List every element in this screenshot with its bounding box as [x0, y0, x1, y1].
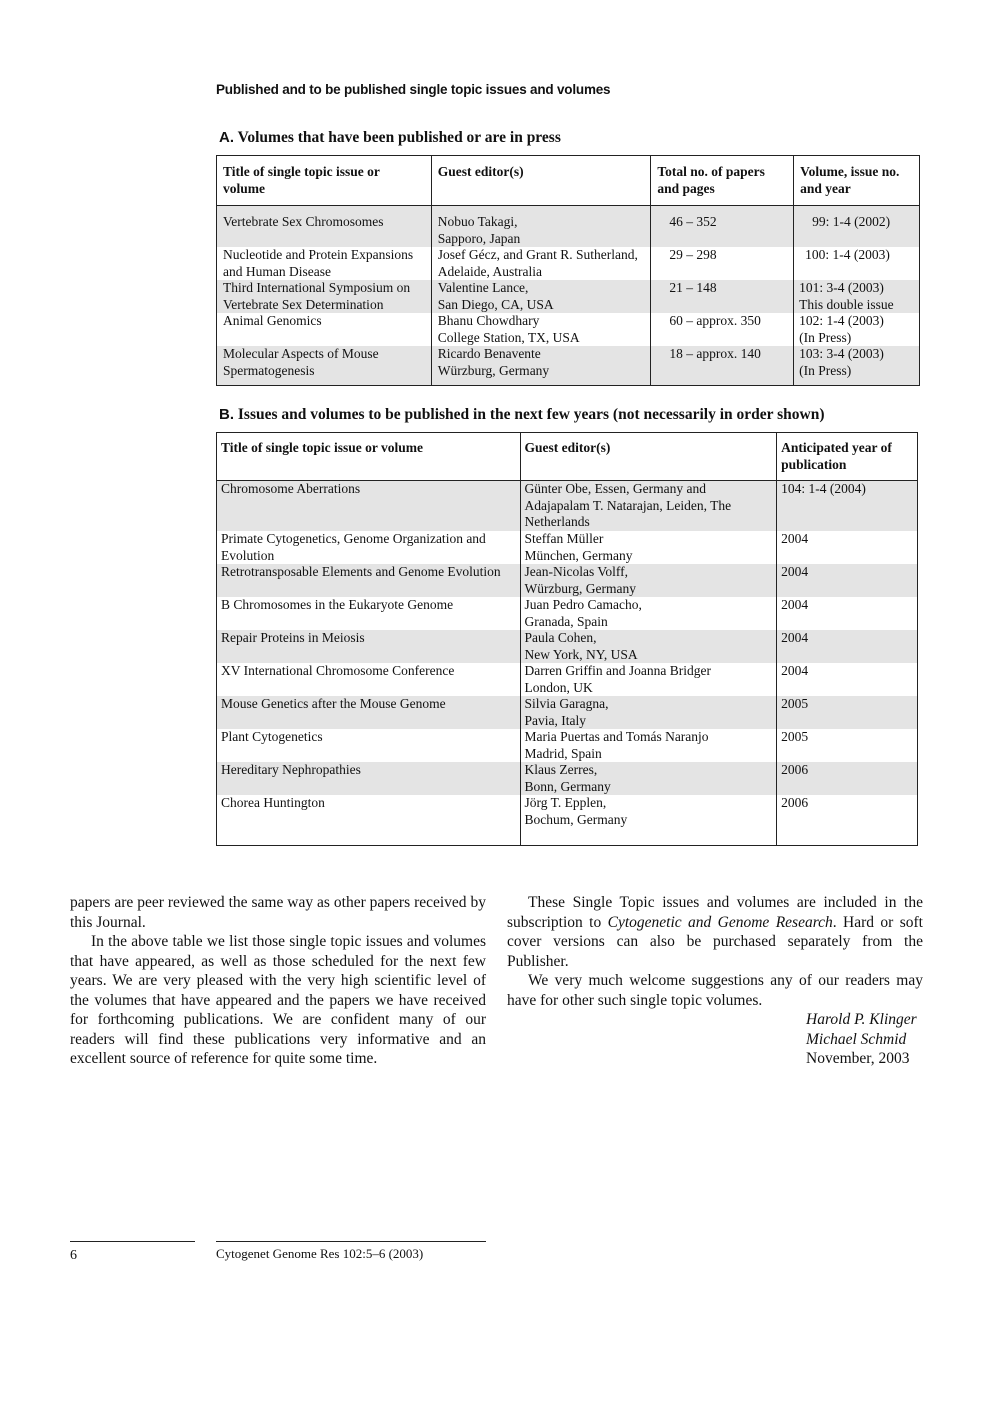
table-b-cell-editor: Darren Griffin and Joanna Bridger London, UK	[520, 663, 777, 696]
table-b-cell-year: 2004	[777, 531, 918, 564]
table-a-published-volumes	[216, 155, 920, 386]
page-number: 6	[70, 1248, 77, 1263]
table-b-cell-title: Mouse Genetics after the Mouse Genome	[217, 696, 521, 729]
table-row	[217, 313, 920, 346]
table-b-cell-title: B Chromosomes in the Eukaryote Genome	[217, 597, 521, 630]
table-row	[217, 564, 918, 597]
table-a-caption	[219, 129, 561, 147]
table-a-cell-editor: Valentine Lance, San Diego, CA, USA	[431, 280, 651, 313]
table-a-cell-papers: 29 – 298	[651, 247, 794, 280]
table-a-cell-title: Molecular Aspects of Mouse Spermatogenesis	[217, 346, 432, 386]
signature-date: November, 2003	[806, 1050, 910, 1067]
table-b-cell-title: Retrotransposable Elements and Genome Evolution	[217, 564, 521, 597]
table-a-cell-papers: 46 – 352	[651, 214, 794, 247]
table-a-cell-papers: 18 – approx. 140	[651, 346, 794, 386]
journal-citation: Cytogenet Genome Res 102:5–6 (2003)	[216, 1246, 424, 1261]
table-row	[217, 481, 918, 532]
table-b-cell-year: 104: 1-4 (2004)	[777, 481, 918, 532]
table-b-cell-year: 2006	[777, 795, 918, 846]
table-b-cell-editor: Jörg T. Epplen, Bochum, Germany	[520, 795, 777, 846]
table-row	[217, 531, 918, 564]
table-b-header-year: Anticipated year of publication	[777, 433, 918, 481]
journal-name: Cytogenetic and Genome Research	[607, 913, 833, 931]
table-b-cell-year: 2004	[777, 630, 918, 663]
table-b-cell-title: Plant Cytogenetics	[217, 729, 521, 762]
table-a-cell-title: Nucleotide and Protein Expansions and Human Disease	[217, 247, 432, 280]
table-b-cell-year: 2005	[777, 729, 918, 762]
table-b-cell-title: Chorea Huntington	[217, 795, 521, 846]
table-b-cell-editor: Steffan Müller München, Germany	[520, 531, 777, 564]
table-b-upcoming-volumes	[216, 432, 918, 846]
table-b-cell-year: 2006	[777, 762, 918, 795]
table-row	[217, 630, 918, 663]
table-a-cell-editor: Nobuo Takagi, Sapporo, Japan	[431, 214, 651, 247]
table-a-header-volume-year: Volume, issue no. and year	[794, 156, 920, 206]
table-row	[217, 597, 918, 630]
body-text: These Single Topic issues and volumes are included in the subscription to	[507, 894, 923, 931]
signature-name: Michael Schmid	[806, 1030, 907, 1048]
body-column-right	[507, 893, 923, 1069]
table-a-header-papers-pages: Total no. of papers and pages	[651, 156, 794, 206]
table-b-cell-title: XV International Chromosome Conference	[217, 663, 521, 696]
table-b-letter: B.	[219, 406, 234, 423]
table-a-cell-volume: 101: 3-4 (2003) This double issue	[794, 280, 920, 313]
table-b-cell-editor: Jean-Nicolas Volff, Würzburg, Germany	[520, 564, 777, 597]
footer-rule-left	[70, 1241, 195, 1242]
table-b-cell-editor: Günter Obe, Essen, Germany and Adajapalam T. Natarajan, Leiden, The Netherlands	[520, 481, 777, 532]
table-b-cell-editor: Maria Puertas and Tomás Naranjo Madrid, Spain	[520, 729, 777, 762]
table-a-cell-volume: 100: 1-4 (2003)	[794, 247, 920, 280]
table-row	[217, 729, 918, 762]
table-a-header-title: Title of single topic issue or volume	[217, 156, 432, 206]
body-paragraph: In the above table we list those single topic issues and volumes that have appeared, as well as those scheduled for the next few years. We are very pleased with the very high scientific level of the volumes that have appeared and the papers we have received for forthcoming publications. We are confident many of our readers will find these publications very informative and an excellent source of reference for quite some time.	[70, 933, 486, 1067]
table-b-cell-title: Hereditary Nephropathies	[217, 762, 521, 795]
table-row	[217, 696, 918, 729]
table-a-cell-volume: 99: 1-4 (2002)	[794, 214, 920, 247]
table-a-header-row	[217, 156, 920, 206]
table-b-cell-year: 2004	[777, 663, 918, 696]
signature-block	[806, 1010, 923, 1069]
table-a-caption-text: Volumes that have been published or are in press	[234, 129, 561, 146]
table-row	[217, 346, 920, 386]
table-a-cell-papers: 21 – 148	[651, 280, 794, 313]
table-a-cell-editor: Bhanu Chowdhary College Station, TX, USA	[431, 313, 651, 346]
table-a-cell-editor: Ricardo Benavente Würzburg, Germany	[431, 346, 651, 386]
table-b-cell-year: 2005	[777, 696, 918, 729]
body-text: . Hard or soft cover versions can also be purchased separately from the Publisher.	[507, 913, 923, 970]
table-b-header-editors: Guest editor(s)	[520, 433, 777, 481]
table-row	[217, 762, 918, 795]
table-b-cell-editor: Silvia Garagna, Pavia, Italy	[520, 696, 777, 729]
section-heading: Published and to be published single topic issues and volumes	[216, 82, 611, 97]
body-paragraph: papers are peer reviewed the same way as other papers received by this Journal.	[70, 894, 486, 931]
table-row	[217, 214, 920, 247]
body-column-left	[70, 893, 486, 1069]
table-a-cell-title: Vertebrate Sex Chromosomes	[217, 214, 432, 247]
table-b-cell-title: Chromosome Aberrations	[217, 481, 521, 532]
table-row	[217, 280, 920, 313]
table-b-header-row	[217, 433, 918, 481]
table-a-cell-title: Third International Symposium on Vertebrate Sex Determination	[217, 280, 432, 313]
table-row	[217, 795, 918, 846]
footer-rule-right	[216, 1241, 486, 1242]
table-row	[217, 247, 920, 280]
table-b-cell-editor: Juan Pedro Camacho, Granada, Spain	[520, 597, 777, 630]
signature-name: Harold P. Klinger	[806, 1011, 917, 1028]
table-a-cell-title: Animal Genomics	[217, 313, 432, 346]
table-a-cell-volume: 103: 3-4 (2003) (In Press)	[794, 346, 920, 386]
table-b-cell-year: 2004	[777, 597, 918, 630]
table-b-cell-editor: Klaus Zerres, Bonn, Germany	[520, 762, 777, 795]
table-b-cell-year: 2004	[777, 564, 918, 597]
body-paragraph: We very much welcome suggestions any of our readers may have for other such single topic volumes.	[507, 972, 923, 1009]
table-b-cell-title: Repair Proteins in Meiosis	[217, 630, 521, 663]
body-paragraph	[507, 893, 923, 971]
table-b-cell-editor: Paula Cohen, New York, NY, USA	[520, 630, 777, 663]
table-row	[217, 663, 918, 696]
table-a-header-editors: Guest editor(s)	[431, 156, 651, 206]
table-b-cell-title: Primate Cytogenetics, Genome Organization and Evolution	[217, 531, 521, 564]
table-a-cell-volume: 102: 1-4 (2003) (In Press)	[794, 313, 920, 346]
table-b-caption-text: Issues and volumes to be published in the next few years (not necessarily in order shown)	[234, 406, 825, 423]
table-a-cell-papers: 60 – approx. 350	[651, 313, 794, 346]
table-b-caption	[219, 406, 824, 424]
table-b-header-title: Title of single topic issue or volume	[217, 433, 521, 481]
table-a-cell-editor: Josef Gécz, and Grant R. Sutherland, Adelaide, Australia	[431, 247, 651, 280]
table-a-letter: A.	[219, 129, 234, 146]
table-a-spacer-row	[217, 206, 920, 215]
